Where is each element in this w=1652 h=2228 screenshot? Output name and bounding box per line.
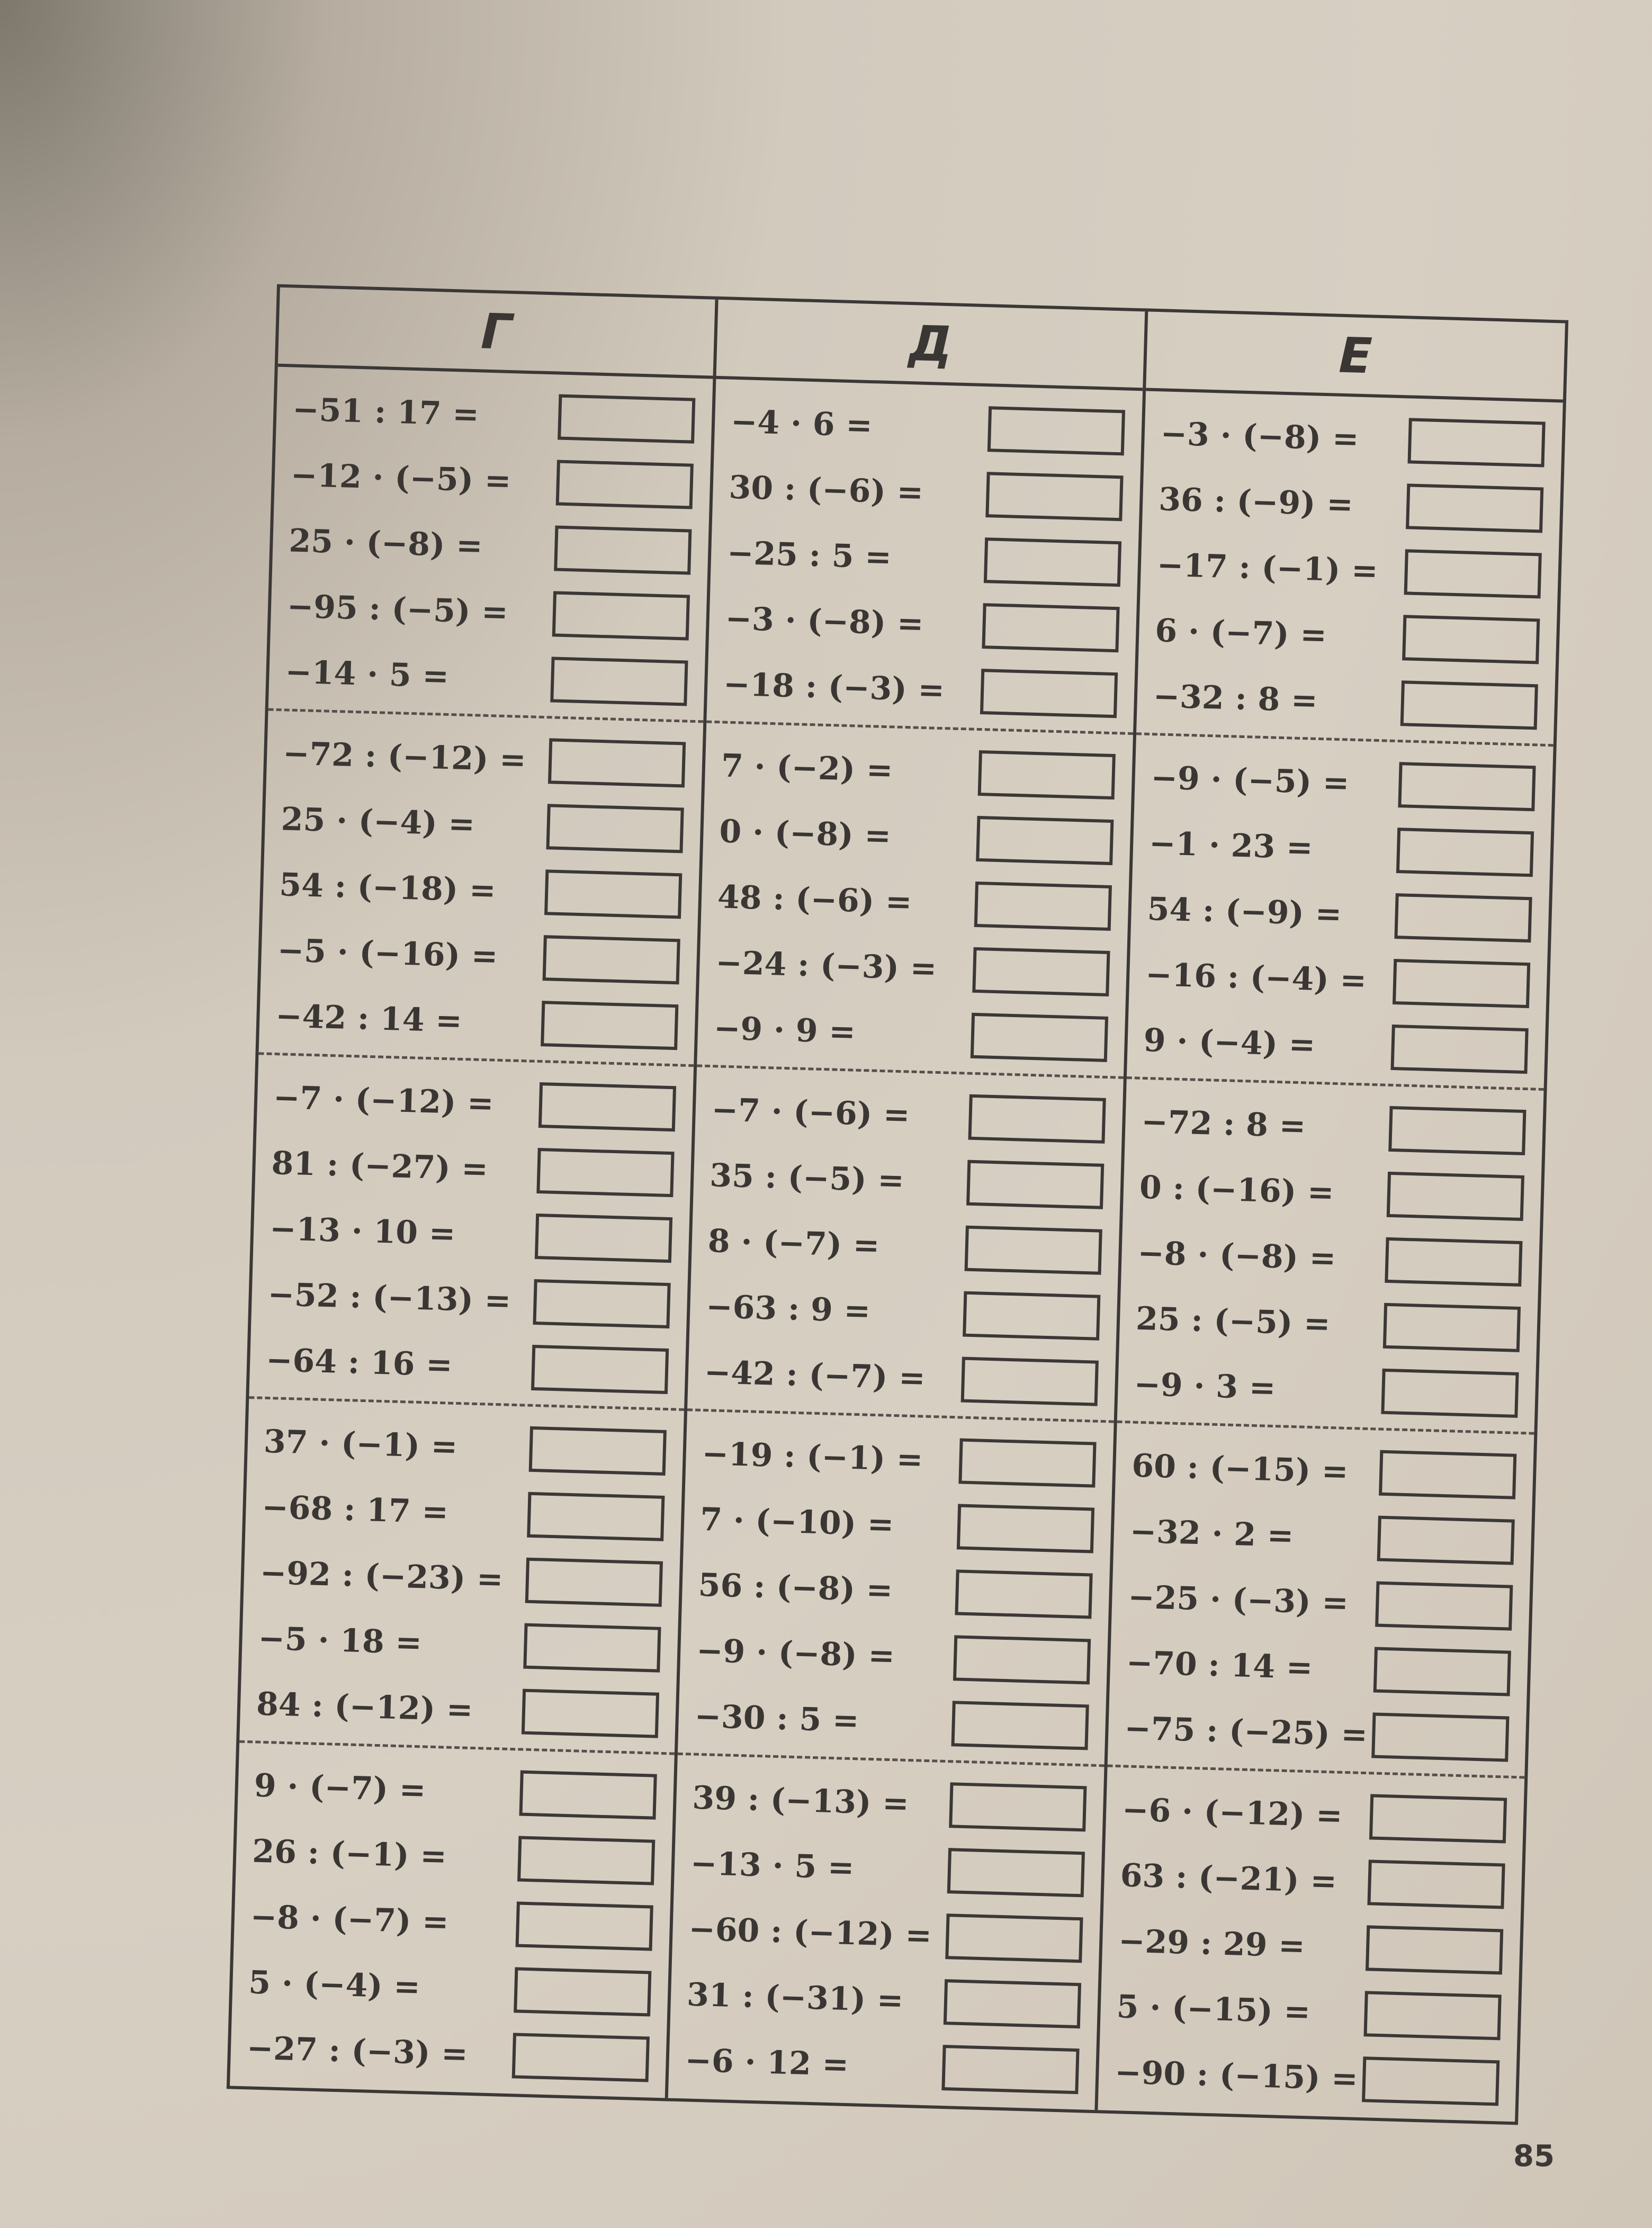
answer-box[interactable] bbox=[1393, 959, 1530, 1008]
exercise-expression: −25 : 5 = bbox=[726, 534, 892, 577]
exercise-expression: −27 : (−3) = bbox=[246, 2029, 469, 2073]
answer-box[interactable] bbox=[535, 1214, 672, 1263]
exercise-group bbox=[249, 1055, 694, 1411]
exercise-expression: −6 · (−12) = bbox=[1121, 1791, 1343, 1835]
answer-box[interactable] bbox=[982, 603, 1119, 652]
exercise-row bbox=[1136, 663, 1555, 740]
answer-box[interactable] bbox=[953, 1635, 1091, 1684]
answer-box[interactable] bbox=[976, 816, 1114, 865]
exercise-row bbox=[234, 1884, 670, 1962]
exercise-group bbox=[268, 367, 713, 723]
exercise-expression: 81 : (−27) = bbox=[271, 1144, 489, 1188]
exercise-row bbox=[1108, 1695, 1527, 1773]
exercise-expression: 7 · (−10) = bbox=[699, 1501, 895, 1544]
exercise-row bbox=[708, 586, 1137, 663]
exercise-expression: −30 : 5 = bbox=[694, 1697, 860, 1740]
exercise-expression: −24 : (−3) = bbox=[715, 944, 938, 987]
answer-box[interactable] bbox=[548, 738, 686, 787]
exercise-row bbox=[697, 995, 1125, 1072]
exercise-row bbox=[1103, 1842, 1522, 1919]
exercise-expression: −5 · (−16) = bbox=[276, 932, 499, 975]
answer-box[interactable] bbox=[971, 1013, 1108, 1062]
answer-box[interactable] bbox=[531, 1345, 669, 1394]
answer-box[interactable] bbox=[944, 1979, 1081, 2028]
exercise-expression: 39 : (−13) = bbox=[692, 1779, 910, 1823]
column-header: Г bbox=[278, 288, 715, 379]
exercise-row bbox=[672, 1896, 1100, 1973]
exercise-row bbox=[276, 376, 713, 454]
answer-box[interactable] bbox=[974, 882, 1112, 931]
answer-box[interactable] bbox=[947, 1848, 1085, 1897]
exercise-expression: −90 : (−15) = bbox=[1114, 2054, 1359, 2098]
page-number: 85 bbox=[1513, 2139, 1555, 2173]
answer-box[interactable] bbox=[949, 1782, 1087, 1831]
exercise-row bbox=[703, 798, 1131, 876]
exercise-expression: −13 · 10 = bbox=[269, 1210, 456, 1253]
exercise-row bbox=[241, 1605, 678, 1683]
answer-box[interactable] bbox=[1404, 549, 1542, 598]
exercise-row bbox=[261, 917, 697, 995]
answer-box[interactable] bbox=[517, 1836, 655, 1885]
exercise-row bbox=[1115, 1433, 1534, 1510]
exercise-group bbox=[1107, 1423, 1534, 1779]
answer-box[interactable] bbox=[1396, 828, 1534, 877]
exercise-expression: −92 : (−23) = bbox=[259, 1554, 504, 1598]
exercise-expression: −8 · (−7) = bbox=[249, 1898, 450, 1941]
answer-box[interactable] bbox=[980, 669, 1118, 718]
column-header: Д bbox=[716, 300, 1145, 391]
answer-box[interactable] bbox=[536, 1148, 674, 1197]
column-3 bbox=[1098, 312, 1565, 2122]
exercise-row bbox=[253, 1196, 690, 1273]
exercise-row bbox=[714, 389, 1142, 466]
answer-box[interactable] bbox=[984, 537, 1121, 587]
answer-box[interactable] bbox=[1402, 615, 1540, 664]
exercise-row bbox=[704, 733, 1133, 810]
exercise-row bbox=[1129, 941, 1548, 1019]
exercise-expression: −25 · (−3) = bbox=[1127, 1578, 1349, 1622]
answer-box[interactable] bbox=[1407, 418, 1545, 467]
exercise-expression: 54 : (−18) = bbox=[279, 866, 497, 910]
exercise-expression: −17 : (−1) = bbox=[1156, 546, 1379, 590]
exercise-row bbox=[1117, 1351, 1536, 1429]
exercise-row bbox=[1106, 1776, 1524, 1854]
answer-box[interactable] bbox=[961, 1357, 1099, 1406]
answer-box[interactable] bbox=[966, 1160, 1104, 1209]
exercise-row bbox=[264, 786, 701, 864]
exercise-row bbox=[1113, 1498, 1532, 1576]
exercise-row bbox=[681, 1552, 1110, 1629]
answer-box[interactable] bbox=[978, 750, 1116, 799]
exercise-expression: 9 · (−7) = bbox=[253, 1767, 427, 1809]
exercise-expression: 54 : (−9) = bbox=[1146, 890, 1342, 933]
exercise-row bbox=[670, 1962, 1098, 2039]
exercise-expression: −18 : (−3) = bbox=[723, 666, 945, 709]
exercise-expression: −51 : 17 = bbox=[292, 391, 480, 434]
exercise-row bbox=[251, 1261, 688, 1339]
column-1 bbox=[230, 288, 719, 2098]
answer-box[interactable] bbox=[987, 406, 1125, 455]
exercise-row bbox=[687, 1339, 1116, 1416]
answer-box[interactable] bbox=[941, 2045, 1079, 2094]
exercise-row bbox=[1133, 810, 1551, 887]
answer-box[interactable] bbox=[1363, 1991, 1501, 2040]
exercise-expression: 63 : (−21) = bbox=[1119, 1857, 1337, 1900]
exercise-group bbox=[239, 1399, 684, 1755]
answer-box[interactable] bbox=[1394, 893, 1532, 942]
answer-box[interactable] bbox=[1379, 1450, 1516, 1499]
exercise-expression: 0 : (−16) = bbox=[1139, 1169, 1335, 1211]
answer-box[interactable] bbox=[533, 1279, 670, 1328]
exercise-row bbox=[247, 1408, 684, 1486]
column-header: Е bbox=[1146, 312, 1565, 403]
answer-box[interactable] bbox=[972, 947, 1110, 996]
exercise-expression: −68 : 17 = bbox=[261, 1488, 449, 1531]
exercise-row bbox=[245, 1474, 682, 1552]
exercise-group bbox=[697, 723, 1133, 1079]
exercise-row bbox=[1140, 532, 1559, 609]
exercise-group bbox=[706, 379, 1143, 735]
exercise-expression: 7 · (−2) = bbox=[721, 747, 894, 789]
answer-box[interactable] bbox=[1385, 1237, 1522, 1287]
exercise-group bbox=[687, 1067, 1124, 1423]
exercise-row bbox=[266, 720, 703, 798]
exercise-expression: −63 : 9 = bbox=[705, 1288, 871, 1330]
exercise-expression: −16 : (−4) = bbox=[1145, 956, 1367, 1000]
exercise-group bbox=[1098, 1767, 1524, 2123]
exercise-row bbox=[263, 851, 699, 929]
exercise-expression: −72 : (−12) = bbox=[282, 735, 527, 779]
exercise-expression: 36 : (−9) = bbox=[1158, 481, 1354, 524]
answer-box[interactable] bbox=[957, 1504, 1094, 1553]
exercise-expression: −32 : 8 = bbox=[1153, 678, 1318, 720]
answer-box[interactable] bbox=[541, 1001, 678, 1050]
answer-box[interactable] bbox=[527, 1492, 665, 1541]
answer-box[interactable] bbox=[1388, 1106, 1526, 1155]
exercise-expression: −32 · 2 = bbox=[1129, 1513, 1295, 1555]
answer-box[interactable] bbox=[519, 1771, 657, 1820]
answer-box[interactable] bbox=[1367, 1859, 1505, 1909]
answer-box[interactable] bbox=[512, 2033, 650, 2082]
answer-box[interactable] bbox=[543, 935, 680, 984]
exercise-expression: −12 · (−5) = bbox=[290, 456, 512, 500]
exercise-row bbox=[1100, 1973, 1519, 2051]
answer-box[interactable] bbox=[1398, 762, 1536, 811]
exercise-row bbox=[236, 1818, 672, 1896]
exercise-expression: −13 · 5 = bbox=[690, 1845, 855, 1887]
exercise-row bbox=[232, 1950, 669, 2027]
answer-box[interactable] bbox=[544, 869, 682, 919]
answer-box[interactable] bbox=[552, 591, 690, 640]
exercise-expression: 31 : (−31) = bbox=[686, 1976, 904, 2019]
answer-box[interactable] bbox=[945, 1913, 1083, 1963]
exercise-row bbox=[256, 1064, 693, 1142]
exercise-expression: −42 : 14 = bbox=[275, 998, 463, 1040]
exercise-row bbox=[1138, 597, 1557, 675]
exercise-expression: −9 · 3 = bbox=[1133, 1365, 1277, 1407]
exercise-group bbox=[1127, 735, 1554, 1091]
exercise-row bbox=[678, 1683, 1106, 1760]
answer-box[interactable] bbox=[1390, 1025, 1528, 1074]
answer-box[interactable] bbox=[1362, 2056, 1500, 2106]
exercise-expression: 26 : (−1) = bbox=[252, 1832, 447, 1875]
exercise-row bbox=[699, 929, 1127, 1007]
exercise-row bbox=[1142, 466, 1561, 543]
exercise-row bbox=[1109, 1630, 1528, 1707]
exercise-group bbox=[1117, 1079, 1544, 1435]
answer-box[interactable] bbox=[1387, 1172, 1524, 1221]
exercise-expression: −75 : (−25) = bbox=[1124, 1710, 1368, 1754]
exercise-row bbox=[270, 573, 707, 651]
exercise-row bbox=[1098, 2039, 1517, 2116]
exercise-expression: 5 · (−15) = bbox=[1116, 1988, 1311, 2031]
answer-box[interactable] bbox=[538, 1082, 676, 1131]
worksheet-table bbox=[227, 284, 1568, 2125]
exercise-expression: −7 · (−12) = bbox=[273, 1079, 495, 1122]
exercise-expression: 84 : (−12) = bbox=[256, 1685, 474, 1729]
exercise-row bbox=[695, 1076, 1123, 1154]
exercise-expression: −9 · 9 = bbox=[713, 1010, 856, 1051]
exercise-row bbox=[701, 864, 1129, 941]
exercise-row bbox=[1123, 1154, 1541, 1232]
answer-box[interactable] bbox=[550, 657, 688, 706]
answer-box[interactable] bbox=[529, 1426, 667, 1476]
exercise-row bbox=[259, 983, 696, 1061]
exercise-row bbox=[230, 2015, 667, 2092]
answer-box[interactable] bbox=[968, 1094, 1106, 1144]
exercise-expression: −42 : (−7) = bbox=[704, 1353, 926, 1397]
answer-box[interactable] bbox=[963, 1291, 1100, 1341]
exercise-row bbox=[693, 1142, 1121, 1219]
column-2 bbox=[668, 300, 1148, 2110]
exercise-expression: 30 : (−6) = bbox=[728, 469, 924, 511]
exercise-group bbox=[668, 1755, 1105, 2111]
exercise-group bbox=[230, 1743, 675, 2099]
exercise-row bbox=[1134, 744, 1553, 822]
exercise-expression: −9 · (−5) = bbox=[1150, 759, 1350, 802]
answer-box[interactable] bbox=[955, 1569, 1092, 1619]
exercise-expression: 25 · (−4) = bbox=[280, 801, 475, 843]
answer-box[interactable] bbox=[1369, 1794, 1507, 1843]
exercise-expression: 8 · (−7) = bbox=[707, 1223, 881, 1265]
exercise-expression: −95 : (−5) = bbox=[286, 588, 509, 632]
answer-box[interactable] bbox=[1377, 1516, 1515, 1565]
answer-box[interactable] bbox=[958, 1438, 1096, 1487]
answer-box[interactable] bbox=[1406, 483, 1543, 533]
exercise-expression: 48 : (−6) = bbox=[717, 878, 913, 921]
exercise-row bbox=[1111, 1564, 1530, 1641]
exercise-row bbox=[676, 1765, 1104, 1842]
exercise-expression: 6 · (−7) = bbox=[1154, 612, 1327, 654]
exercise-row bbox=[249, 1327, 686, 1405]
answer-box[interactable] bbox=[514, 1967, 651, 2016]
exercise-expression: 9 · (−4) = bbox=[1143, 1021, 1316, 1064]
exercise-row bbox=[1125, 1089, 1543, 1166]
exercise-row bbox=[684, 1486, 1112, 1564]
exercise-expression: −52 : (−13) = bbox=[267, 1275, 511, 1320]
exercise-row bbox=[707, 651, 1135, 729]
exercise-expression: 5 · (−4) = bbox=[248, 1964, 421, 2006]
exercise-expression: −1 · 23 = bbox=[1148, 825, 1314, 867]
answer-box[interactable] bbox=[1381, 1369, 1519, 1418]
exercise-expression: −70 : 14 = bbox=[1126, 1644, 1314, 1687]
exercise-expression: 60 : (−15) = bbox=[1131, 1447, 1349, 1490]
exercise-row bbox=[237, 1753, 674, 1830]
exercise-row bbox=[243, 1540, 680, 1618]
answer-box[interactable] bbox=[965, 1226, 1102, 1275]
exercise-group bbox=[258, 711, 703, 1067]
exercise-row bbox=[274, 442, 711, 520]
exercise-row bbox=[255, 1130, 692, 1208]
answer-box[interactable] bbox=[556, 460, 694, 509]
answer-box[interactable] bbox=[516, 1901, 653, 1951]
answer-box[interactable] bbox=[546, 804, 684, 853]
answer-box[interactable] bbox=[1366, 1925, 1503, 1974]
exercise-expression: −14 · 5 = bbox=[284, 653, 450, 695]
exercise-row bbox=[239, 1671, 676, 1749]
exercise-row bbox=[680, 1618, 1108, 1695]
exercise-row bbox=[268, 639, 705, 717]
exercise-row bbox=[691, 1208, 1119, 1285]
exercise-row bbox=[1102, 1908, 1521, 1985]
answer-box[interactable] bbox=[522, 1689, 659, 1738]
exercise-expression: 25 : (−5) = bbox=[1135, 1300, 1331, 1343]
exercise-row bbox=[1119, 1286, 1538, 1363]
exercise-row bbox=[712, 454, 1141, 532]
answer-box[interactable] bbox=[525, 1558, 663, 1607]
exercise-row bbox=[668, 2027, 1097, 2105]
exercise-group bbox=[1136, 391, 1563, 747]
exercise-expression: 25 · (−8) = bbox=[288, 522, 483, 565]
answer-box[interactable] bbox=[1400, 680, 1538, 730]
exercise-expression: −9 · (−8) = bbox=[696, 1632, 895, 1675]
exercise-expression: −8 · (−8) = bbox=[1137, 1234, 1337, 1278]
exercise-expression: −60 : (−12) = bbox=[688, 1910, 932, 1955]
exercise-expression: −5 · 18 = bbox=[257, 1620, 423, 1662]
answer-box[interactable] bbox=[554, 525, 692, 574]
exercise-row bbox=[1130, 876, 1549, 953]
exercise-expression: 37 · (−1) = bbox=[263, 1423, 458, 1466]
exercise-expression: −29 : 29 = bbox=[1118, 1922, 1306, 1965]
answer-box[interactable] bbox=[1373, 1647, 1511, 1696]
exercise-expression: −6 · 12 = bbox=[684, 2042, 849, 2084]
exercise-expression: −7 · (−6) = bbox=[711, 1091, 911, 1134]
exercise-expression: 0 · (−8) = bbox=[719, 813, 892, 855]
exercise-expression: −3 · (−8) = bbox=[1160, 415, 1360, 458]
answer-box[interactable] bbox=[951, 1701, 1089, 1750]
answer-box[interactable] bbox=[1383, 1303, 1521, 1352]
answer-box[interactable] bbox=[523, 1623, 661, 1673]
exercise-expression: −64 : 16 = bbox=[265, 1341, 453, 1384]
exercise-expression: −72 : 8 = bbox=[1141, 1103, 1307, 1145]
exercise-row bbox=[1144, 400, 1563, 478]
answer-box[interactable] bbox=[985, 472, 1123, 521]
exercise-expression: 56 : (−8) = bbox=[697, 1566, 894, 1610]
exercise-row bbox=[674, 1830, 1102, 1908]
exercise-expression: −3 · (−8) = bbox=[724, 600, 924, 643]
exercise-row bbox=[685, 1421, 1114, 1498]
exercise-group bbox=[678, 1411, 1114, 1767]
exercise-row bbox=[272, 508, 709, 586]
exercise-expression: −19 : (−1) = bbox=[701, 1435, 924, 1479]
answer-box[interactable] bbox=[558, 394, 695, 444]
answer-box[interactable] bbox=[1371, 1712, 1509, 1762]
exercise-expression: −4 · 6 = bbox=[730, 403, 873, 445]
exercise-expression: 35 : (−5) = bbox=[709, 1157, 905, 1200]
exercise-row bbox=[1127, 1007, 1546, 1084]
answer-box[interactable] bbox=[1375, 1582, 1513, 1631]
exercise-row bbox=[689, 1273, 1118, 1351]
exercise-row bbox=[1121, 1220, 1540, 1297]
exercise-row bbox=[711, 520, 1139, 597]
